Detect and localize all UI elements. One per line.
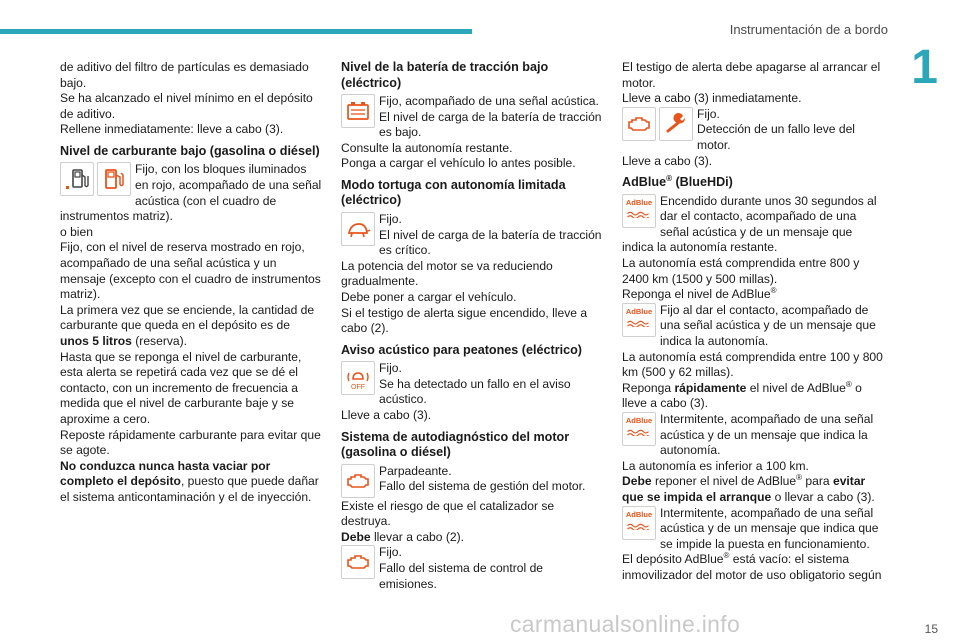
watermark: carmanualsonline.info — [510, 611, 741, 637]
text-run: llevar a cabo (2). — [370, 529, 465, 544]
bold-run: unos 5 litros — [60, 334, 132, 348]
registered-mark: ® — [666, 173, 672, 183]
adblue-icon — [622, 194, 656, 228]
paragraph: El nivel de carga de la batería de tracción es crítico. — [379, 227, 602, 258]
paragraph: Hasta que se reponga el nivel de carburante, esta alerta se repetirá cada vez que se dé el contacto, con un incremento de frecuencia a medida que el nivel de carburante baje y se aproxime a cero. — [60, 349, 302, 426]
adblue-icon — [622, 506, 656, 540]
paragraph: o bien — [60, 224, 93, 239]
registered-mark: ® — [770, 286, 777, 296]
registered-mark: ® — [796, 473, 803, 483]
paragraph: Fijo. — [379, 545, 402, 560]
paragraph: El nivel de carga de la batería de tracción es bajo. — [379, 109, 602, 140]
registered-mark: ® — [845, 379, 852, 389]
paragraph: Lleve a cabo (3) inmediatamente. — [622, 91, 802, 106]
text-run: AdBlue — [622, 175, 667, 190]
registered-mark: ® — [723, 551, 730, 561]
bold-run: rápidamente — [674, 380, 747, 395]
section-title: Instrumentación de a bordo — [729, 22, 888, 37]
paragraph: Lleve a cabo (3). — [622, 153, 713, 168]
bold-run: Debe — [341, 529, 371, 544]
paragraph: Fallo del sistema de control de emisiones. — [379, 560, 544, 591]
paragraph: La autonomía está comprendida entre 800 y 2400 km (1500 y 500 millas). — [622, 256, 860, 286]
paragraph — [622, 287, 884, 303]
paragraph: Fijo, con el nivel de reserva mostrado en rojo, acompañado de una señal acústica y un mensaje (excepto con el cuadro de instrumentos matriz). — [60, 240, 321, 302]
paragraph: Reposte rápidamente carburante para evitar que se agote. — [60, 427, 321, 458]
paragraph: Fijo. — [697, 106, 720, 121]
wrench-icon — [659, 107, 693, 141]
heading-engine-diagnostic: Sistema de autodiagnóstico del motor (gasolina o diésel) — [341, 429, 570, 460]
paragraph: Parpadeante. — [379, 463, 452, 478]
heading-adblue — [622, 175, 884, 191]
bold-run: evitar que se impida el arranque — [622, 474, 866, 504]
column-1 — [60, 60, 322, 506]
text-run: La primera vez que se enciende, la cantidad de carburante que queda en el depósito es de — [60, 302, 315, 333]
paragraph: La potencia del motor se va reduciendo gradualmente. — [341, 258, 553, 289]
adblue-label: AdBlue — [625, 509, 653, 519]
paragraph: Fijo. — [379, 361, 402, 376]
adblue-label: AdBlue — [625, 197, 653, 207]
turtle-icon — [341, 212, 375, 246]
fuel-pump-icon — [97, 162, 131, 196]
paragraph: Intermitente, acompañado de una señal acústica y de un mensaje que indica la autonomía. — [660, 411, 874, 458]
column-2 — [341, 60, 604, 592]
paragraph: Encendido durante unos 30 segundos al dar el contacto, acompañado de una señal acústica y de un mensaje que indica la autonomía restante. — [622, 193, 877, 255]
bold-run: Debe — [622, 474, 652, 489]
paragraph: Fijo al dar el contacto, acompañado de una señal acústica y de un mensaje que indica la autonomía. — [660, 302, 876, 348]
paragraph: Fijo. — [379, 211, 402, 226]
text-run: el nivel de AdBlue — [746, 380, 846, 395]
engine-minor-fault-icons — [622, 107, 693, 141]
heading-traction-battery: Nivel de la batería de tracción bajo (eléctrico) — [341, 60, 549, 90]
adblue-label: AdBlue — [625, 307, 653, 317]
text-run: El depósito AdBlue — [622, 552, 724, 567]
off-label: OFF — [351, 384, 365, 392]
paragraph: La autonomía está comprendida entre 100 y 800 km (500 y 62 millas). — [622, 349, 883, 380]
heading-low-fuel: Nivel de carburante bajo (gasolina o diésel) — [60, 143, 320, 158]
paragraph: Fijo, acompañado de una señal acústica. — [379, 94, 599, 108]
pedestrian-sound-off-icon — [341, 361, 375, 395]
paragraph: Ponga a cargar el vehículo lo antes posible. — [341, 156, 576, 171]
heading-pedestrian-alert: Aviso acústico para peatones (eléctrico) — [341, 342, 582, 357]
paragraph: Debe poner a cargar el vehículo. — [341, 289, 517, 304]
header-accent-bar — [0, 29, 472, 34]
paragraph: Detección de un fallo leve del motor. — [697, 122, 855, 152]
paragraph: La autonomía es inferior a 100 km. — [622, 458, 809, 473]
paragraph: Intermitente, acompañado de una señal acústica y de un mensaje que indica que se impide la puesta en funcionamiento. — [660, 505, 879, 551]
text-run: para — [802, 474, 833, 489]
text-run: o lleve a cabo (3). — [622, 380, 862, 411]
paragraph: Fijo, con los bloques iluminados en rojo, acompañado de una señal acústica (con el cuadro de instrumentos matriz). — [60, 162, 322, 224]
text-run: (BlueHDi) — [671, 175, 733, 190]
text-run: Reponga el nivel de AdBlue — [622, 287, 771, 302]
paragraph: Si el testigo de alerta sigue encendido, lleve a cabo (2). — [341, 305, 588, 336]
fuel-warning-icons — [60, 162, 131, 196]
heading-turtle-mode: Modo tortuga con autonomía limitada (eléctrico) — [341, 177, 566, 208]
engine-emissions-icon — [341, 545, 375, 579]
paragraph — [622, 474, 884, 505]
traction-battery-icon — [341, 94, 375, 128]
paragraph — [622, 381, 884, 412]
fuel-gauge-blocks-icon — [60, 162, 94, 196]
paragraph: Lleve a cabo (3). — [341, 408, 432, 422]
paragraph: Existe el riesgo de que el catalizador se destruya. — [341, 498, 555, 529]
adblue-icon — [622, 303, 656, 337]
paragraph: Se ha detectado un fallo en el aviso acústico. — [379, 376, 571, 407]
paragraph: El testigo de alerta debe apagarse al arrancar el motor. — [622, 60, 881, 90]
paragraph — [341, 530, 604, 546]
paragraph: Rellene inmediatamente: lleve a cabo (3). — [60, 122, 284, 137]
text-run: está vacío: el sistema inmovilizador del motor de uso obligatorio según — [622, 552, 882, 582]
bold-run: No conduzca nunca hasta vaciar por completo el depósito — [60, 458, 271, 489]
engine-icon — [622, 107, 656, 141]
text-run: Reponga — [622, 380, 675, 395]
paragraph: Consulte la autonomía restante. — [341, 140, 513, 155]
paragraph — [60, 303, 322, 350]
paragraph — [622, 552, 884, 583]
paragraph — [60, 459, 322, 506]
text-run: (reserva). — [131, 334, 188, 348]
paragraph: Fallo del sistema de gestión del motor. — [379, 479, 586, 494]
page-number: 15 — [924, 622, 938, 636]
paragraph: Se ha alcanzado el nivel mínimo en el depósito de aditivo. — [60, 91, 313, 121]
text-run: o llevar a cabo (3). — [771, 489, 875, 504]
adblue-icon — [622, 412, 656, 446]
text-run: reponer el nivel de AdBlue — [651, 474, 797, 489]
column-3 — [622, 60, 884, 584]
adblue-label: AdBlue — [625, 416, 653, 426]
engine-check-icon — [341, 464, 375, 498]
text-run: , puesto que puede dañar el sistema anticontaminación y el de inyección. — [60, 474, 319, 504]
paragraph: de aditivo del filtro de partículas es demasiado bajo. — [60, 60, 309, 90]
chapter-number: 1 — [911, 41, 938, 94]
